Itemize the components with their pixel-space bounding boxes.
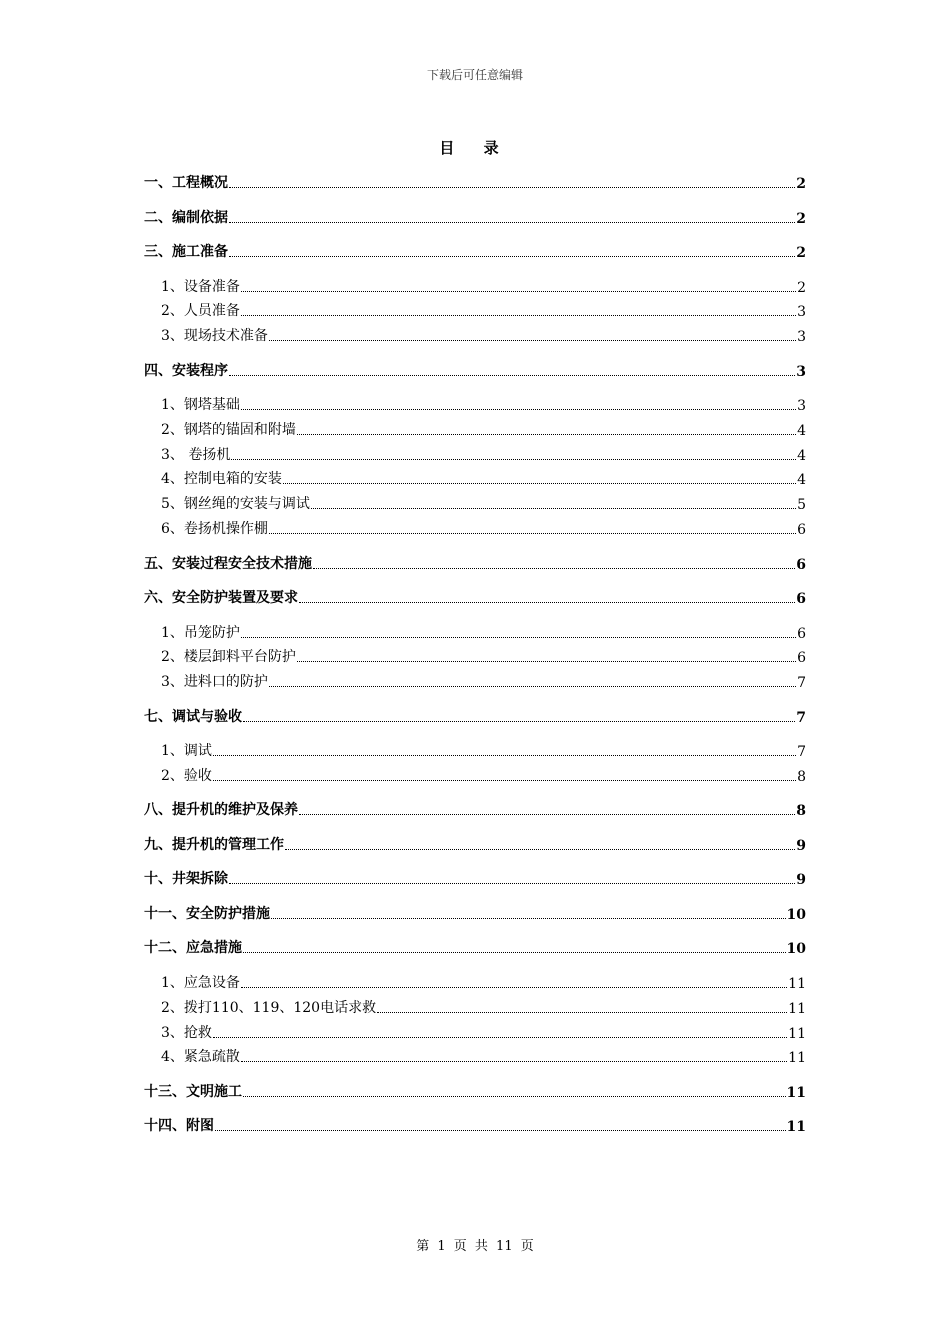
dot-leader — [299, 601, 795, 603]
toc-entry-page: 11 — [786, 1084, 806, 1101]
toc-entry-text: 3、抢救 — [161, 1024, 212, 1041]
toc-title: 目 录 — [439, 139, 511, 157]
toc-entry-text: 1、设备准备 — [161, 278, 240, 295]
dot-leader — [313, 567, 795, 569]
dot-leader — [213, 754, 796, 756]
toc-entry-section[interactable] — [144, 738, 806, 760]
page-header: 下载后可任意编辑 — [426, 68, 523, 82]
dot-leader — [241, 314, 796, 316]
dot-leader — [229, 882, 795, 884]
dot-leader — [269, 685, 796, 687]
toc-entry-page: 3 — [796, 363, 806, 380]
toc-entry-chapter[interactable] — [144, 704, 806, 726]
toc-entry-page: 11 — [788, 1025, 806, 1042]
toc-entry-chapter[interactable] — [144, 205, 806, 227]
table-of-contents — [144, 170, 806, 1135]
toc-entry-page: 5 — [797, 497, 806, 514]
toc-entry-page: 11 — [788, 1000, 806, 1017]
toc-entry-text: 2、楼层卸料平台防护 — [161, 649, 296, 666]
toc-entry-chapter[interactable] — [144, 358, 806, 380]
toc-entry-section[interactable] — [144, 491, 806, 513]
toc-entry-page: 7 — [797, 744, 806, 761]
toc-entry-section[interactable] — [144, 970, 806, 992]
toc-entry-text: 2、验收 — [161, 767, 212, 784]
toc-entry-page: 6 — [796, 556, 806, 573]
dot-leader — [269, 532, 796, 534]
toc-entry-page: 11 — [788, 975, 806, 992]
dot-leader — [243, 720, 795, 722]
dot-leader — [297, 660, 796, 662]
toc-entry-text: 3、进料口的防护 — [161, 674, 268, 691]
toc-entry-page: 10 — [786, 941, 806, 958]
toc-entry-page: 7 — [796, 709, 806, 726]
toc-entry-section[interactable] — [144, 1020, 806, 1042]
dot-leader — [213, 779, 796, 781]
dot-leader — [241, 408, 796, 410]
toc-entry-chapter[interactable] — [144, 866, 806, 888]
dot-leader — [241, 986, 787, 988]
toc-entry-text: 六、安全防护装置及要求 — [144, 590, 298, 607]
dot-leader — [311, 507, 796, 509]
toc-entry-text: 2、拨打110、119、120电话求救 — [161, 999, 377, 1016]
toc-entry-text: 二、编制依据 — [144, 209, 228, 226]
dot-leader — [231, 458, 796, 460]
toc-entry-text: 3、 卷扬机 — [161, 446, 231, 463]
toc-entry-text: 十三、文明施工 — [144, 1083, 242, 1100]
dot-leader — [243, 951, 786, 953]
toc-entry-page: 2 — [796, 245, 806, 261]
dot-leader — [243, 1095, 786, 1097]
toc-entry-section[interactable] — [144, 644, 806, 666]
toc-entry-text: 十、井架拆除 — [144, 871, 228, 888]
toc-entry-page: 8 — [797, 768, 806, 785]
toc-entry-section[interactable] — [144, 1044, 806, 1066]
toc-entry-section[interactable] — [144, 669, 806, 691]
dot-leader — [229, 374, 795, 376]
toc-entry-section[interactable] — [144, 763, 806, 785]
dot-leader — [229, 255, 795, 257]
dot-leader — [213, 1036, 787, 1038]
page-footer: 第 1 页 共 11 页 — [416, 1239, 534, 1254]
dot-leader — [229, 221, 795, 223]
toc-entry-section[interactable] — [144, 274, 806, 296]
dot-leader — [377, 1011, 787, 1013]
toc-entry-text: 1、调试 — [161, 743, 212, 760]
toc-entry-section[interactable] — [144, 417, 806, 439]
dot-leader — [241, 1060, 787, 1062]
toc-entry-text: 3、现场技术准备 — [161, 328, 268, 345]
dot-leader — [271, 917, 786, 919]
toc-entry-page: 6 — [796, 591, 806, 608]
toc-entry-section[interactable] — [144, 323, 806, 345]
toc-entry-text: 七、调试与验收 — [144, 708, 242, 725]
dot-leader — [299, 813, 795, 815]
dot-leader — [269, 339, 796, 341]
toc-entry-text: 一、工程概况 — [144, 175, 228, 191]
toc-entry-chapter[interactable] — [144, 935, 806, 957]
toc-entry-page: 8 — [796, 803, 806, 820]
toc-entry-page: 9 — [796, 872, 806, 889]
toc-entry-text: 五、安装过程安全技术措施 — [144, 555, 312, 572]
toc-entry-page: 4 — [797, 422, 806, 439]
toc-entry-text: 十一、安全防护措施 — [144, 905, 270, 922]
toc-entry-text: 十四、附图 — [144, 1118, 214, 1135]
toc-entry-text: 四、安装程序 — [144, 362, 228, 379]
toc-entry-section[interactable] — [144, 298, 806, 320]
toc-entry-chapter[interactable] — [144, 797, 806, 819]
toc-entry-page: 3 — [797, 398, 806, 415]
toc-entry-page: 4 — [797, 447, 806, 464]
dot-leader — [229, 186, 795, 188]
toc-entry-chapter[interactable] — [144, 901, 806, 923]
toc-entry-section[interactable] — [144, 620, 806, 642]
toc-entry-text: 九、提升机的管理工作 — [144, 836, 284, 853]
dot-leader — [297, 433, 796, 435]
dot-leader — [241, 636, 796, 638]
toc-entry-section[interactable] — [144, 516, 806, 538]
toc-entry-text: 4、紧急疏散 — [161, 1049, 240, 1066]
toc-entry-page: 11 — [786, 1119, 806, 1136]
dot-leader — [283, 482, 796, 484]
toc-entry-page: 7 — [797, 675, 806, 692]
toc-entry-page: 10 — [786, 906, 806, 923]
toc-entry-section[interactable] — [144, 442, 806, 464]
toc-entry-section[interactable] — [144, 392, 806, 414]
dot-leader — [215, 1129, 786, 1131]
toc-entry-text: 1、吊笼防护 — [161, 624, 240, 641]
toc-entry-chapter[interactable] — [144, 585, 806, 607]
toc-entry-chapter[interactable] — [144, 239, 806, 261]
toc-entry-page: 3 — [797, 329, 806, 346]
toc-entry-page: 6 — [797, 625, 806, 642]
toc-entry-page: 4 — [797, 472, 806, 489]
toc-entry-page: 9 — [796, 837, 806, 854]
toc-entry-text: 1、应急设备 — [161, 974, 240, 991]
toc-entry-page: 3 — [797, 304, 806, 321]
toc-entry-page: 2 — [797, 279, 806, 296]
toc-entry-text: 6、卷扬机操作棚 — [161, 521, 268, 538]
toc-entry-chapter[interactable] — [144, 1079, 806, 1101]
toc-entry-chapter[interactable] — [144, 1113, 806, 1135]
toc-entry-page: 6 — [797, 650, 806, 667]
dot-leader — [241, 290, 796, 292]
toc-entry-text: 八、提升机的维护及保养 — [144, 802, 298, 819]
toc-entry-text: 三、施工准备 — [144, 244, 228, 260]
toc-entry-text: 十二、应急措施 — [144, 940, 242, 957]
toc-entry-text: 4、控制电箱的安装 — [161, 471, 282, 488]
toc-entry-section[interactable] — [144, 466, 806, 488]
toc-entry-chapter[interactable] — [144, 832, 806, 854]
toc-entry-text: 5、钢丝绳的安装与调试 — [161, 496, 310, 513]
dot-leader — [285, 848, 795, 850]
toc-entry-page: 2 — [796, 210, 806, 227]
toc-entry-chapter[interactable] — [144, 170, 806, 192]
toc-entry-page: 2 — [796, 176, 806, 192]
toc-entry-section[interactable] — [144, 995, 806, 1017]
toc-entry-text: 2、人员准备 — [161, 303, 240, 320]
toc-entry-text: 2、钢塔的锚固和附墙 — [161, 421, 296, 438]
toc-entry-page: 11 — [788, 1050, 806, 1067]
toc-entry-chapter[interactable] — [144, 551, 806, 573]
toc-entry-page: 6 — [797, 522, 806, 539]
toc-entry-text: 1、钢塔基础 — [161, 397, 240, 414]
